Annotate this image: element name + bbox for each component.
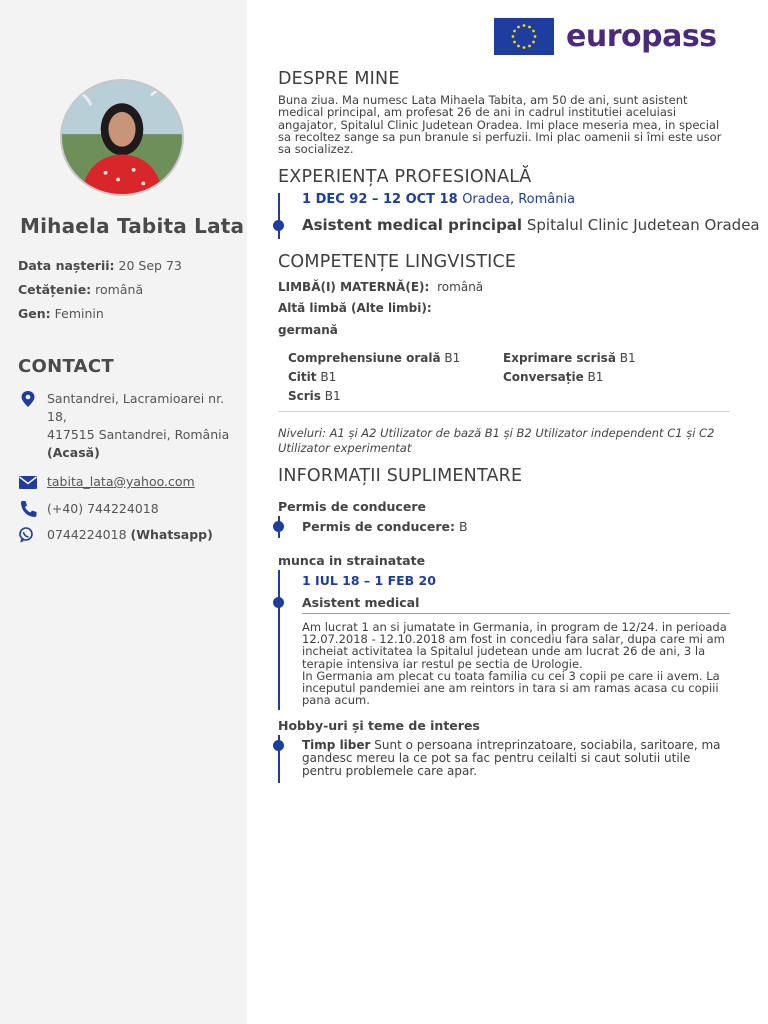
contact-heading: CONTACT: [18, 356, 114, 377]
gender: [18, 306, 104, 321]
citizenship-label: Cetățenie:: [18, 282, 92, 297]
other-language-name: germană: [278, 323, 338, 337]
native-value: română: [437, 280, 484, 294]
about-text: Buna ziua. Ma numesc Lata Mihaela Tabita, am 50 de ani, sunt asistent medical principal, am profesat 26 de ani in cadrul institutiei aceluiasi angajator, Spitalul Clinic Judetean Oradea. Imi place meseria mea, in special sa recoltez sange sa pun branule si perfuzii. Imi plac oamenii si îmi este usor sa socializez.: [278, 93, 722, 157]
other-language-label: [278, 301, 432, 315]
whatsapp-label: (Whatsapp): [130, 527, 213, 542]
abroad-description: [302, 621, 730, 706]
skill-reading-label: Citit: [288, 370, 317, 384]
skill-writing: [288, 389, 341, 403]
skill-conversation: [503, 370, 603, 384]
birth-label: Data nașterii:: [18, 258, 115, 273]
address-line2: 417515 Santandrei, România: [47, 427, 230, 442]
eu-flag-icon: [494, 18, 554, 55]
europass-wordmark: europass: [566, 19, 717, 54]
other-label-text: Altă limbă (Alte limbi):: [278, 301, 432, 315]
experience-role: Asistent medical principal: [302, 216, 523, 234]
levels-note: Niveluri: A1 și A2 Utilizator de bază B1 și B2 Utilizator independent C1 și C2 Utilizator experimentat: [278, 426, 715, 455]
skill-writing-label: Scris: [288, 389, 321, 403]
location-pin-icon: [18, 390, 38, 408]
about-heading: DESPRE MINE: [278, 69, 400, 89]
other-language: [278, 323, 338, 337]
skill-written-production-label: Exprimare scrisă: [503, 351, 616, 365]
experience-period: 1 DEC 92 – 12 OCT 18: [302, 192, 458, 207]
abroad-role-text: Asistent medical: [302, 595, 420, 610]
license-dot: [273, 521, 284, 532]
skill-reading: [288, 370, 336, 384]
skill-listening-label: Comprehensiune orală: [288, 351, 441, 365]
abroad-heading: munca in strainatate: [278, 553, 426, 568]
whatsapp-number: 0744224018: [47, 527, 127, 542]
skill-writing-level: B1: [324, 389, 341, 403]
gender-value: Feminin: [54, 306, 104, 321]
abroad-divider: [302, 613, 730, 614]
native-label: LIMBĂ(I) MATERNĂ(E):: [278, 280, 430, 294]
whatsapp-icon: [18, 526, 38, 544]
experience-dot: [273, 220, 284, 231]
abroad-timeline: [278, 570, 280, 710]
abroad-date: 1 IUL 18 – 1 FEB 20: [302, 573, 436, 588]
phone-number: (+40) 744224018: [47, 501, 159, 516]
birth-date: [18, 258, 182, 273]
photo-image: [62, 81, 182, 194]
citizenship: [18, 282, 143, 297]
additional-heading: INFORMAȚII SUPLIMENTARE: [278, 466, 523, 486]
native-language: [278, 280, 483, 294]
abroad-role: [302, 595, 419, 610]
email-link[interactable]: tabita_lata@yahoo.com: [47, 474, 195, 489]
license-label: Permis de conducere:: [302, 519, 455, 534]
gender-label: Gen:: [18, 306, 51, 321]
abroad-text-2: In Germania am plecat cu toata familia cu cei 3 copii pe care ii avem. La inceputul pandemiei ane am reintors in tara si am ramas acasa cu copiii pana acum.: [302, 668, 720, 708]
skill-conversation-level: B1: [587, 370, 604, 384]
skill-conversation-label: Conversație: [503, 370, 584, 384]
experience-timeline: [278, 193, 280, 239]
profile-photo: [60, 79, 184, 196]
experience-heading: EXPERIENȚA PROFESIONALĂ: [278, 167, 532, 187]
envelope-icon: [18, 473, 38, 491]
experience-date: [302, 192, 575, 207]
license-item: [302, 519, 468, 534]
full-name: Mihaela Tabita Lata: [20, 214, 245, 238]
hobby-heading: Hobby-uri și teme de interes: [278, 718, 480, 733]
skill-reading-level: B1: [320, 370, 337, 384]
address-type: (Acasă): [47, 445, 100, 460]
hobby-text: Sunt o persoana intreprinzatoare, sociabila, saritoare, ma gandesc mereu la ce pot sa fac pentru ceilalti si caut solutii utile pentru problemele care apar.: [302, 738, 721, 778]
languages-divider: [278, 411, 730, 412]
skill-listening: [288, 351, 460, 365]
hobby-item: [302, 739, 730, 778]
europass-logo: [494, 18, 717, 56]
address-line1: Santandrei, Lacramioarei nr. 18,: [47, 391, 225, 424]
license-heading: Permis de conducere: [278, 499, 426, 514]
experience-employer: Spitalul Clinic Judetean Oradea: [526, 216, 760, 234]
hobby-label: Timp liber: [302, 738, 371, 752]
phone-icon: [18, 500, 38, 518]
experience-job: [302, 216, 760, 234]
skill-written-production: [503, 351, 636, 365]
license-value: B: [458, 519, 468, 534]
skill-listening-level: B1: [444, 351, 461, 365]
abroad-text-1: Am lucrat 1 an si jumatate in Germania, in program de 12/24. in perioada 12.07.2018 - 12.10.2018 am fost in concediu fara salar, dupa care mi am incheiat activitatea la Spitalul judetean unde am lucrat 26 de ani, 3 la terapie intensiva iar restul pe sectia de Urologie.: [302, 620, 727, 671]
hobby-dot: [273, 740, 284, 751]
citizenship-value: română: [95, 282, 144, 297]
languages-heading: COMPETENȚE LINGVISTICE: [278, 252, 517, 272]
birth-value: 20 Sep 73: [118, 258, 182, 273]
skill-written-production-level: B1: [619, 351, 636, 365]
experience-location: Oradea, România: [462, 192, 576, 207]
abroad-dot: [273, 597, 284, 608]
